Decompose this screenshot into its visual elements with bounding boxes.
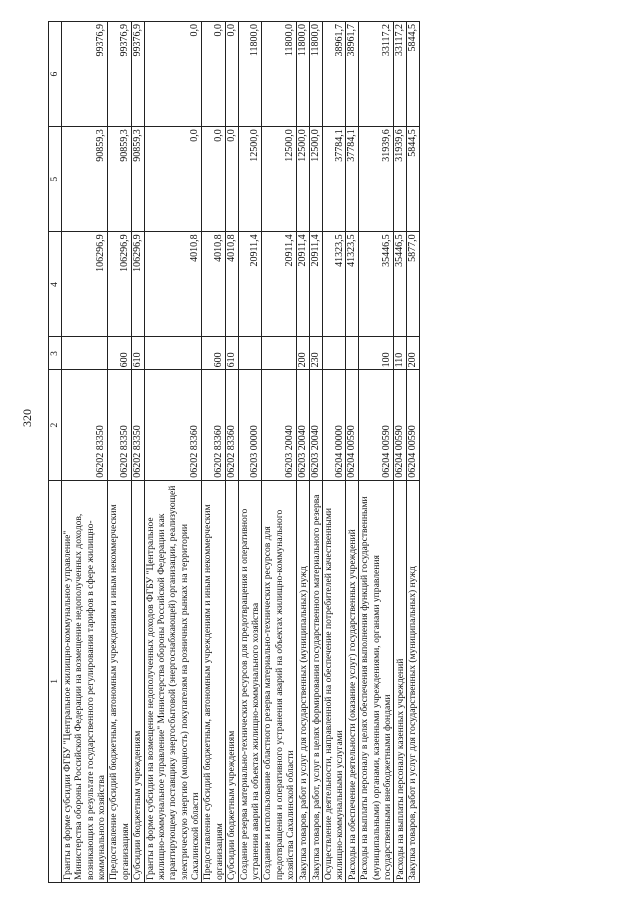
row-name-cell: Осуществление деятельности, направленной на обеспечение потребителей качественными жилищно-коммунальными услугами (322, 480, 346, 882)
row-amount-1-cell: 106296,9 (131, 232, 144, 337)
table-row (108, 22, 132, 883)
table-row (131, 22, 144, 883)
row-expense-type-cell (62, 337, 108, 370)
row-amount-2-cell: 0,0 (202, 127, 226, 232)
row-code-cell: 06202 83360 (202, 370, 226, 480)
row-code-cell: 06203 00000 (238, 370, 262, 480)
row-name-cell: Гранты в форме субсидии ФГБУ "Центральное жилищно-коммунальное управление" Министерства обороны Российской Федерации на возмещение недополученных доходов, возникающих в результате государственного регулирования тарифов в сфере жилищно-коммунального хозяйства (62, 480, 108, 882)
row-amount-3-cell: 5844,5 (406, 22, 419, 127)
row-amount-3-cell: 0,0 (144, 22, 202, 127)
row-amount-2-cell: 37784,1 (346, 127, 359, 232)
row-name-cell: Гранты в форме субсидии на возмещение недополученных доходов ФГБУ "Центральное жилищно-коммунальное управление" Министерства обороны Российской Федерации как гарантирующему поставщику энергосбытовой (энергоснабжающей) организации, реализующей электрическую энергию (мощность) покупателям на розничных рынках на территории Сахалинской области (144, 480, 202, 882)
row-amount-2-cell: 12500,0 (310, 127, 323, 232)
row-amount-1-cell: 5877,0 (406, 232, 419, 337)
row-code-cell: 06202 83360 (225, 370, 238, 480)
table-header-row (49, 22, 62, 883)
row-expense-type-cell: 600 (108, 337, 132, 370)
row-name-cell: Субсидии бюджетным учреждениям (225, 480, 238, 882)
row-name-cell: Закупка товаров, работ, услуг в целях формирования государственного материального резерва (310, 480, 323, 882)
row-amount-3-cell: 11800,0 (262, 22, 297, 127)
row-amount-3-cell: 38961,7 (346, 22, 359, 127)
row-amount-2-cell: 12500,0 (262, 127, 297, 232)
row-amount-2-cell: 90859,3 (62, 127, 108, 232)
table-row (202, 22, 226, 883)
column-header: 1 (49, 480, 62, 882)
row-code-cell: 06203 20040 (310, 370, 323, 480)
row-amount-1-cell: 4010,8 (202, 232, 226, 337)
table-row (322, 22, 346, 883)
row-amount-1-cell: 41323,5 (322, 232, 346, 337)
row-name-cell: Расходы на выплаты персоналу в целях обеспечения выполнения функций государственными (муниципальными) органами, казенными учреждениями, органами управления государственными внебюджетными фондами (359, 480, 394, 882)
row-amount-1-cell: 106296,9 (62, 232, 108, 337)
row-expense-type-cell (322, 337, 346, 370)
column-header: 5 (49, 127, 62, 232)
row-amount-2-cell: 37784,1 (322, 127, 346, 232)
row-amount-2-cell: 12500,0 (238, 127, 262, 232)
table-row (225, 22, 238, 883)
row-amount-3-cell: 11800,0 (238, 22, 262, 127)
row-amount-3-cell: 99376,9 (108, 22, 132, 127)
table-row (238, 22, 262, 883)
row-name-cell: Создание и использование областного резерва материально-технических ресурсов для предотвращения и оперативного устранения аварий на объектах жилищно-коммунального хозяйства Сахалинской области (262, 480, 297, 882)
row-code-cell: 06202 83350 (108, 370, 132, 480)
row-amount-1-cell: 106296,9 (108, 232, 132, 337)
row-code-cell: 06203 20040 (297, 370, 310, 480)
table-row (62, 22, 108, 883)
row-amount-2-cell: 5844,5 (406, 127, 419, 232)
row-expense-type-cell (262, 337, 297, 370)
row-code-cell: 06203 20040 (262, 370, 297, 480)
row-amount-1-cell: 4010,8 (144, 232, 202, 337)
row-expense-type-cell: 200 (406, 337, 419, 370)
row-expense-type-cell: 230 (310, 337, 323, 370)
row-amount-1-cell: 4010,8 (225, 232, 238, 337)
row-expense-type-cell: 100 (359, 337, 394, 370)
row-expense-type-cell: 200 (297, 337, 310, 370)
row-expense-type-cell: 610 (131, 337, 144, 370)
row-amount-3-cell: 99376,9 (62, 22, 108, 127)
row-amount-1-cell: 35446,5 (359, 232, 394, 337)
row-name-cell: Субсидии бюджетным учреждениям (131, 480, 144, 882)
page-number: 320 (20, 409, 34, 427)
table-row (144, 22, 202, 883)
row-amount-2-cell: 0,0 (225, 127, 238, 232)
row-code-cell: 06202 83360 (144, 370, 202, 480)
row-name-cell: Предоставление субсидий бюджетным, автономным учреждениям и иным некоммерческим организациям (202, 480, 226, 882)
table-row (297, 22, 310, 883)
row-code-cell: 06202 83350 (131, 370, 144, 480)
column-header: 6 (49, 22, 62, 127)
table-row (310, 22, 323, 883)
row-expense-type-cell (238, 337, 262, 370)
row-amount-2-cell: 90859,3 (131, 127, 144, 232)
row-amount-2-cell: 90859,3 (108, 127, 132, 232)
budget-table (48, 21, 420, 883)
table-row (406, 22, 419, 883)
table-row (346, 22, 359, 883)
row-amount-2-cell: 31939,6 (394, 127, 407, 232)
row-amount-1-cell: 41323,5 (346, 232, 359, 337)
row-amount-1-cell: 20911,4 (238, 232, 262, 337)
row-code-cell: 06204 00590 (394, 370, 407, 480)
row-expense-type-cell (346, 337, 359, 370)
table-row (359, 22, 394, 883)
row-name-cell: Предоставление субсидий бюджетным, автономным учреждениям и иным некоммерческим организациям (108, 480, 132, 882)
column-header: 3 (49, 337, 62, 370)
column-header: 4 (49, 232, 62, 337)
row-amount-3-cell: 11800,0 (310, 22, 323, 127)
row-expense-type-cell (144, 337, 202, 370)
row-amount-3-cell: 11800,0 (297, 22, 310, 127)
row-expense-type-cell: 600 (202, 337, 226, 370)
row-expense-type-cell: 110 (394, 337, 407, 370)
row-amount-1-cell: 20911,4 (297, 232, 310, 337)
row-amount-3-cell: 0,0 (225, 22, 238, 127)
row-code-cell: 06204 00590 (346, 370, 359, 480)
row-code-cell: 06204 00000 (322, 370, 346, 480)
row-amount-2-cell: 0,0 (144, 127, 202, 232)
row-amount-3-cell: 33117,2 (359, 22, 394, 127)
row-expense-type-cell: 610 (225, 337, 238, 370)
row-amount-1-cell: 35446,5 (394, 232, 407, 337)
row-amount-3-cell: 33117,2 (394, 22, 407, 127)
row-amount-1-cell: 20911,4 (310, 232, 323, 337)
row-code-cell: 06202 83350 (62, 370, 108, 480)
row-amount-3-cell: 38961,7 (322, 22, 346, 127)
table-row (394, 22, 407, 883)
row-name-cell: Закупка товаров, работ и услуг для государственных (муниципальных) нужд (297, 480, 310, 882)
row-amount-1-cell: 20911,4 (262, 232, 297, 337)
row-name-cell: Создание резерва материально-технических ресурсов для предотвращения и оперативного устранения аварий на объектах жилищно-коммунального хозяйства (238, 480, 262, 882)
table-row (262, 22, 297, 883)
row-code-cell: 06204 00590 (359, 370, 394, 480)
row-name-cell: Расходы на обеспечение деятельности (оказание услуг) государственных учреждений (346, 480, 359, 882)
row-amount-3-cell: 99376,9 (131, 22, 144, 127)
row-name-cell: Закупка товаров, работ и услуг для государственных (муниципальных) нужд (406, 480, 419, 882)
row-code-cell: 06204 00590 (406, 370, 419, 480)
row-amount-3-cell: 0,0 (202, 22, 226, 127)
row-amount-2-cell: 31939,6 (359, 127, 394, 232)
row-name-cell: Расходы на выплаты персоналу казенных учреждений (394, 480, 407, 882)
row-amount-2-cell: 12500,0 (297, 127, 310, 232)
column-header: 2 (49, 370, 62, 480)
